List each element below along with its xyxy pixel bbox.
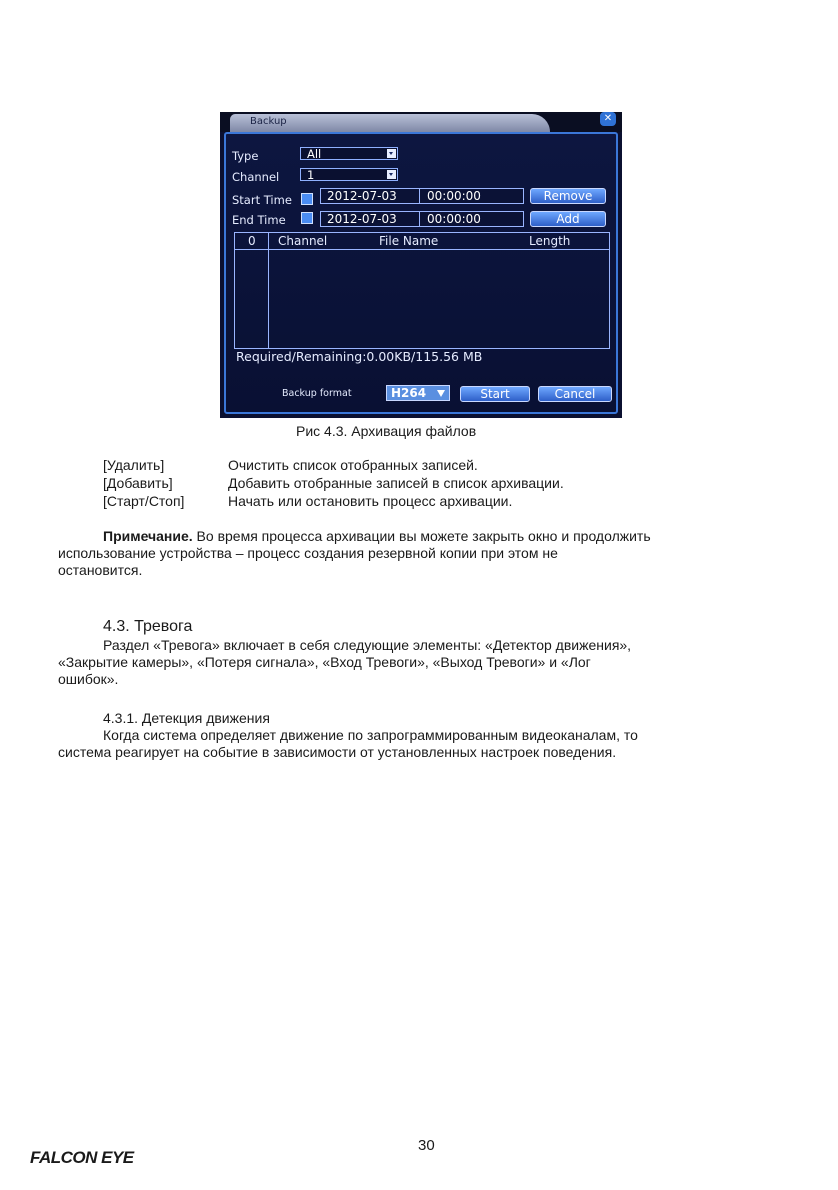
table-header-channel: Channel xyxy=(278,234,328,248)
falcon-eye-logo: FALCON EYE xyxy=(30,1148,134,1167)
backup-format-label: Backup format xyxy=(282,388,352,399)
start-clock: 00:00:00 xyxy=(427,189,481,203)
close-icon: ✕ xyxy=(600,112,616,126)
add-button: Add xyxy=(530,211,606,227)
note-text-3: остановится. xyxy=(58,562,143,578)
start-time-label: Start Time xyxy=(232,193,292,207)
chevron-down-icon xyxy=(387,170,396,179)
note-text-1: Во время процесса архивации вы можете закрыть окно и продолжить xyxy=(192,528,651,544)
channel-value: 1 xyxy=(307,168,315,182)
start-date: 2012-07-03 xyxy=(327,189,397,203)
note-label: Примечание. xyxy=(103,528,193,544)
end-date: 2012-07-03 xyxy=(327,212,397,226)
alarm-text-2: «Закрытие камеры», «Потеря сигнала», «Вход Тревоги», «Выход Тревоги» и «Лог xyxy=(58,654,591,670)
section-heading-alarm: 4.3. Тревога xyxy=(103,618,193,635)
table-header-file-name: File Name xyxy=(379,234,439,248)
end-time-label: End Time xyxy=(232,213,286,227)
backup-file-table xyxy=(234,232,610,349)
end-time-field xyxy=(320,211,524,227)
start-button: Start xyxy=(460,386,530,402)
definition-term: [Старт/Стоп] xyxy=(103,493,185,509)
table-header-length: Length xyxy=(529,234,571,248)
section-heading-motion: 4.3.1. Детекция движения xyxy=(103,710,270,726)
type-label: Type xyxy=(232,149,259,163)
backup-format-select xyxy=(386,385,450,401)
channel-select xyxy=(300,168,398,181)
channel-label: Channel xyxy=(232,170,280,184)
calendar-icon xyxy=(301,193,313,205)
start-time-field xyxy=(320,188,524,204)
type-value: All xyxy=(307,147,322,161)
motion-paragraph xyxy=(58,727,778,761)
alarm-text-3: ошибок». xyxy=(58,671,119,687)
type-select xyxy=(300,147,398,160)
remove-button: Remove xyxy=(530,188,606,204)
page-number: 30 xyxy=(418,1137,435,1154)
backup-format-value: H264 xyxy=(391,386,427,400)
definition-term: [Удалить] xyxy=(103,457,165,473)
definition-desc: Добавить отобранные записей в список архивации. xyxy=(228,475,564,491)
end-clock: 00:00:00 xyxy=(427,212,481,226)
cancel-button: Cancel xyxy=(538,386,612,402)
definition-desc: Начать или остановить процесс архивации. xyxy=(228,493,513,509)
definition-desc: Очистить список отобранных записей. xyxy=(228,457,478,473)
required-remaining: Required/Remaining:0.00KB/115.56 MB xyxy=(236,349,483,364)
note-paragraph xyxy=(58,528,778,579)
figure-caption: Рис 4.3. Архивация файлов xyxy=(296,423,477,439)
calendar-icon xyxy=(301,212,313,224)
dialog-title: Backup xyxy=(250,116,287,127)
definition-term: [Добавить] xyxy=(103,475,173,491)
triangle-down-icon xyxy=(437,390,445,397)
alarm-paragraph xyxy=(58,637,778,688)
chevron-down-icon xyxy=(387,149,396,158)
table-column-divider xyxy=(268,233,269,348)
table-header-index: 0 xyxy=(248,234,256,248)
backup-dialog-figure xyxy=(220,112,622,418)
note-text-2: использование устройства – процесс создания резервной копии при этом не xyxy=(58,545,558,561)
alarm-text-1: Раздел «Тревога» включает в себя следующие элементы: «Детектор движения», xyxy=(103,637,632,653)
motion-text-2: система реагирует на событие в зависимости от установленных настроек поведения. xyxy=(58,744,617,760)
motion-text-1: Когда система определяет движение по запрограммированным видеоканалам, то xyxy=(103,727,638,743)
